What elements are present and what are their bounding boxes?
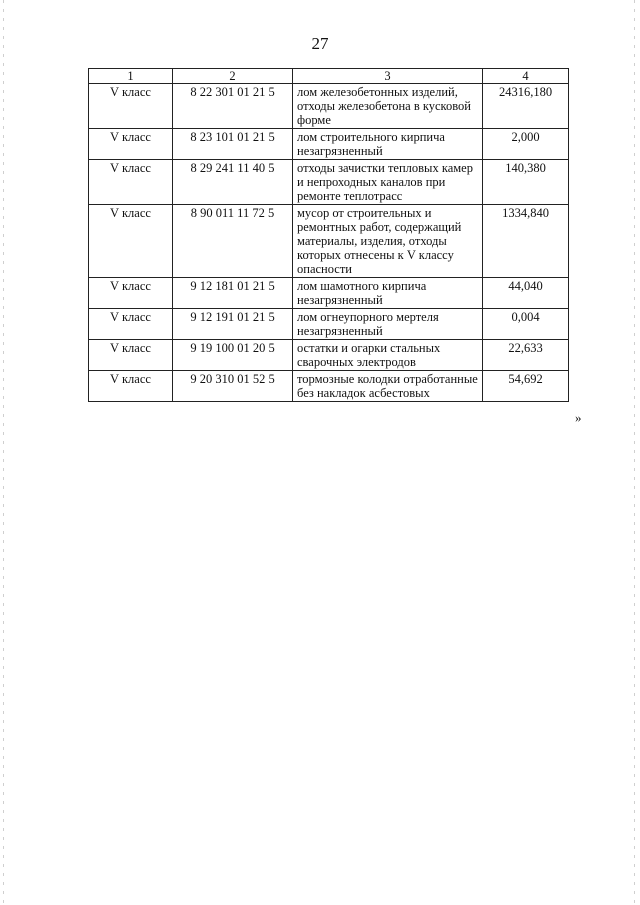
- hazard-class-cell: V класс: [89, 371, 173, 402]
- table-row: [89, 340, 569, 371]
- waste-code-cell: 9 12 181 01 21 5: [173, 278, 293, 309]
- table-row: [89, 278, 569, 309]
- table-row: [89, 84, 569, 129]
- waste-name-cell: остатки и огарки стальных сварочных электродов: [293, 340, 483, 371]
- waste-code-cell: 9 19 100 01 20 5: [173, 340, 293, 371]
- table-row: [89, 371, 569, 402]
- waste-name-cell: тормозные колодки отработанные без накладок асбестовых: [293, 371, 483, 402]
- waste-name-cell: лом строительного кирпича незагрязненный: [293, 129, 483, 160]
- scan-edge-right: [634, 0, 635, 905]
- hazard-class-cell: V класс: [89, 160, 173, 205]
- amount-cell: 1334,840: [483, 205, 569, 278]
- amount-cell: 44,040: [483, 278, 569, 309]
- waste-code-cell: 9 20 310 01 52 5: [173, 371, 293, 402]
- table-row: [89, 309, 569, 340]
- hazard-class-cell: V класс: [89, 205, 173, 278]
- waste-code-cell: 8 90 011 11 72 5: [173, 205, 293, 278]
- table-row: [89, 205, 569, 278]
- amount-cell: 0,004: [483, 309, 569, 340]
- amount-cell: 140,380: [483, 160, 569, 205]
- waste-name-cell: мусор от строительных и ремонтных работ, содержащий материалы, изделия, отходы которых отнесены к V классу опасности: [293, 205, 483, 278]
- waste-code-cell: 8 29 241 11 40 5: [173, 160, 293, 205]
- amount-cell: 24316,180: [483, 84, 569, 129]
- hazard-class-cell: V класс: [89, 129, 173, 160]
- waste-code-cell: 8 22 301 01 21 5: [173, 84, 293, 129]
- hazard-class-cell: V класс: [89, 84, 173, 129]
- hazard-class-cell: V класс: [89, 340, 173, 371]
- column-header-4: 4: [483, 69, 569, 84]
- table-header-row: [89, 69, 569, 84]
- waste-name-cell: лом железобетонных изделий, отходы железобетона в кусковой форме: [293, 84, 483, 129]
- table-row: [89, 160, 569, 205]
- column-header-3: 3: [293, 69, 483, 84]
- amount-cell: 2,000: [483, 129, 569, 160]
- waste-table: [88, 68, 569, 402]
- table-row: [89, 129, 569, 160]
- page-number: 27: [311, 34, 329, 53]
- hazard-class-cell: V класс: [89, 309, 173, 340]
- column-header-2: 2: [173, 69, 293, 84]
- waste-code-cell: 8 23 101 01 21 5: [173, 129, 293, 160]
- hazard-class-cell: V класс: [89, 278, 173, 309]
- amount-cell: 54,692: [483, 371, 569, 402]
- closing-quote-mark: »: [575, 410, 582, 425]
- column-header-1: 1: [89, 69, 173, 84]
- waste-code-cell: 9 12 191 01 21 5: [173, 309, 293, 340]
- amount-cell: 22,633: [483, 340, 569, 371]
- waste-name-cell: отходы зачистки тепловых камер и непроходных каналов при ремонте теплотрасс: [293, 160, 483, 205]
- scan-edge-left: [3, 0, 4, 905]
- waste-name-cell: лом огнеупорного мертеля незагрязненный: [293, 309, 483, 340]
- waste-name-cell: лом шамотного кирпича незагрязненный: [293, 278, 483, 309]
